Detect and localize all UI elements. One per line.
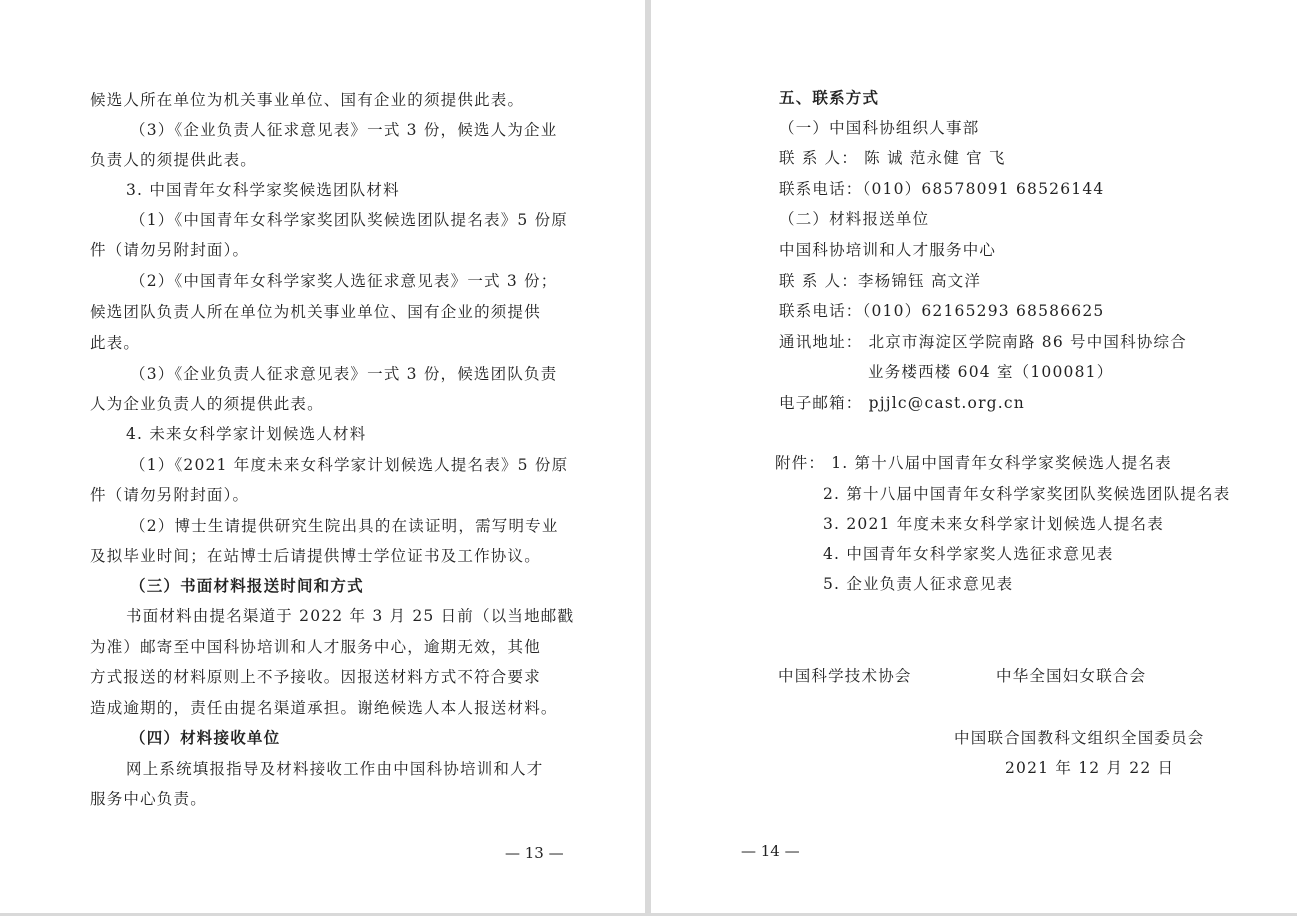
text-line: 候选团队负责人所在单位为机关事业单位、国有企业的须提供: [90, 303, 541, 321]
attachment-item: 3. 2021 年度未来女科学家计划候选人提名表: [823, 515, 1164, 533]
sub-heading: （二）材料报送单位: [779, 210, 930, 228]
text-line: 方式报送的材料原则上不予接收。因报送材料方式不符合要求: [90, 668, 541, 686]
text-line: （3）《企业负责人征求意见表》一式 3 份，候选团队负责: [130, 365, 558, 383]
issuer-name: 中华全国妇女联合会: [996, 667, 1147, 685]
organization-name: 中国科协培训和人才服务中心: [779, 241, 997, 259]
issuer-name: 中国科学技术协会: [778, 667, 912, 685]
text-line: 书面材料由提名渠道于 2022 年 3 月 25 日前（以当地邮戳: [126, 607, 575, 625]
text-line: 候选人所在单位为机关事业单位、国有企业的须提供此表。: [90, 91, 525, 109]
text-line: （2）《中国青年女科学家奖人选征求意见表》一式 3 份；: [130, 272, 558, 290]
attachment-item: 2. 第十八届中国青年女科学家奖团队奖候选团队提名表: [823, 485, 1231, 503]
text-line: 件（请勿另附封面）。: [90, 486, 250, 504]
contact-phone: 联系电话：（010）68578091 68526144: [779, 180, 1105, 198]
text-line: （1）《2021 年度未来女科学家计划候选人提名表》5 份原: [130, 456, 569, 474]
contact-email: 电子邮箱： pjjlc@cast.org.cn: [779, 394, 1025, 412]
document-page-right: [651, 0, 1297, 913]
section-heading: （四）材料接收单位: [130, 728, 281, 747]
attachment-item: 5. 企业负责人征求意见表: [823, 575, 1014, 593]
contact-person: 联 系 人： 陈 诚 范永健 官 飞: [779, 149, 1006, 167]
text-line: （2）博士生请提供研究生院出具的在读证明，需写明专业: [130, 517, 559, 535]
sub-heading: （一）中国科协组织人事部: [779, 119, 980, 137]
page-number: — 13 —: [505, 844, 564, 862]
section-heading: 五、联系方式: [779, 88, 880, 107]
issuer-name: 中国联合国教科文组织全国委员会: [954, 729, 1205, 747]
mailing-address-cont: 业务楼西楼 604 室（100081）: [868, 363, 1114, 381]
issue-date: 2021 年 12 月 22 日: [1005, 759, 1175, 777]
page-number: — 14 —: [741, 842, 800, 860]
text-line: 为准）邮寄至中国科协培训和人才服务中心，逾期无效，其他: [90, 638, 541, 656]
text-line: 负责人的须提供此表。: [90, 151, 258, 169]
text-line: 4. 未来女科学家计划候选人材料: [126, 425, 367, 443]
text-line: 服务中心负责。: [90, 790, 207, 808]
contact-phone: 联系电话：（010）62165293 68586625: [779, 302, 1105, 320]
text-line: 人为企业负责人的须提供此表。: [90, 395, 324, 413]
section-heading: （三）书面材料报送时间和方式: [130, 576, 364, 595]
document-page-left: [0, 0, 645, 913]
text-line: 造成逾期的，责任由提名渠道承担。谢绝候选人本人报送材料。: [90, 699, 558, 717]
text-line: 网上系统填报指导及材料接收工作由中国科协培训和人才: [126, 760, 544, 778]
attachment-item: 附件： 1. 第十八届中国青年女科学家奖候选人提名表: [775, 454, 1172, 472]
mailing-address: 通讯地址： 北京市海淀区学院南路 86 号中国科协综合: [779, 333, 1187, 351]
contact-person: 联 系 人：李杨锦钰 高文洋: [779, 272, 982, 290]
text-line: （3）《企业负责人征求意见表》一式 3 份，候选人为企业: [130, 121, 558, 139]
text-line: 及拟毕业时间；在站博士后请提供博士学位证书及工作协议。: [90, 547, 541, 565]
text-line: （1）《中国青年女科学家奖团队奖候选团队提名表》5 份原: [130, 211, 569, 229]
text-line: 此表。: [90, 334, 141, 352]
text-line: 件（请勿另附封面）。: [90, 241, 250, 259]
text-line: 3. 中国青年女科学家奖候选团队材料: [126, 181, 400, 199]
attachment-item: 4. 中国青年女科学家奖人选征求意见表: [823, 545, 1114, 563]
